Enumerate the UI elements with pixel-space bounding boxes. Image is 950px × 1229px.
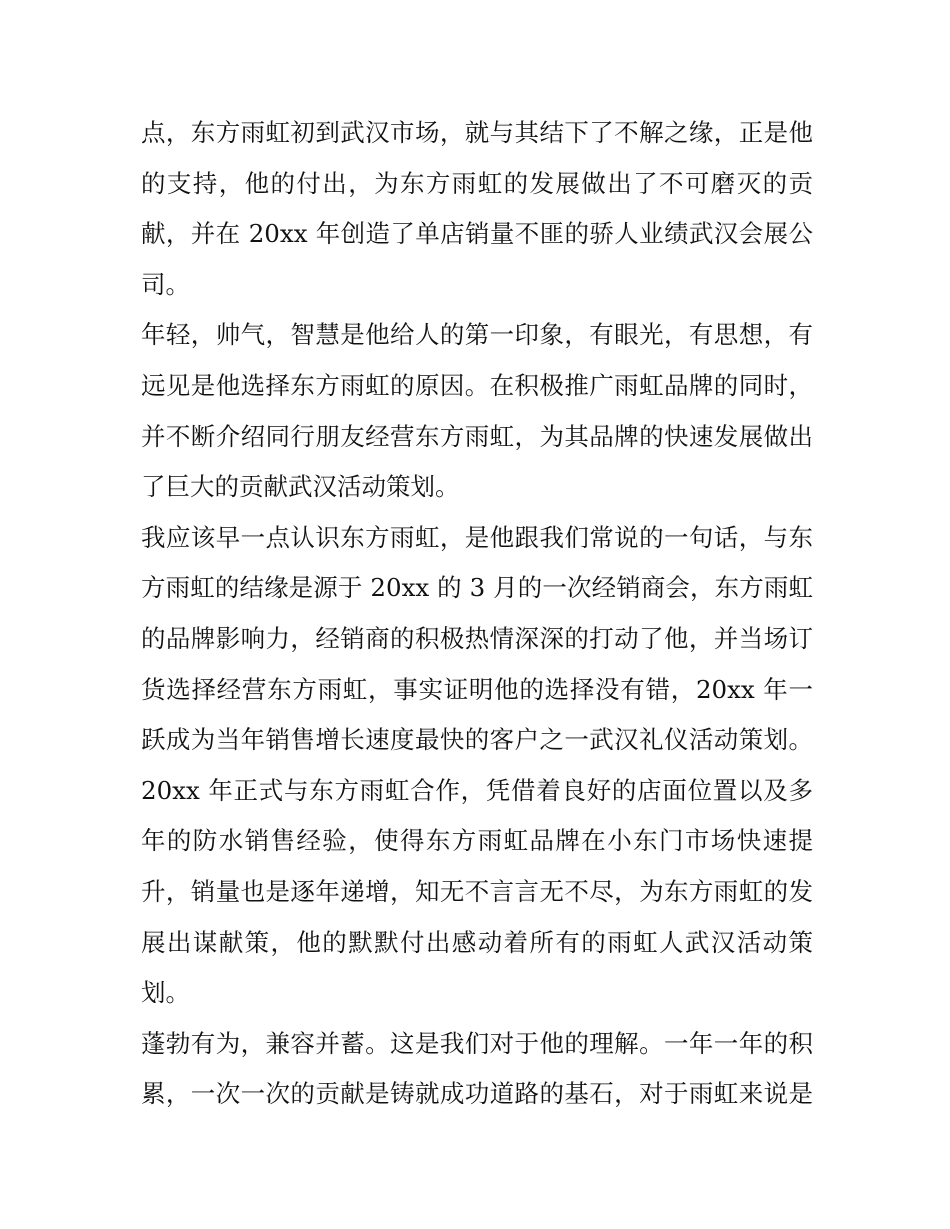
text-line: 我应该早一点认识东方雨虹，是他跟我们常说的一句话，与东 xyxy=(141,522,813,552)
text-line: 司。 xyxy=(141,269,190,299)
text-line: 累，一次一次的贡献是铸就成功道路的基石，对于雨虹来说是 xyxy=(141,1079,813,1109)
text-line: 展出谋献策，他的默默付出感动着所有的雨虹人武汉活动策 xyxy=(141,927,813,957)
text-line: 货选择经营东方雨虹，事实证明他的选择没有错，20xx 年一 xyxy=(141,674,813,704)
text-line: 献，并在 20xx 年创造了单店销量不匪的骄人业绩武汉会展公 xyxy=(141,219,813,249)
text-line: 升，销量也是逐年递增，知无不言言无不尽，为东方雨虹的发 xyxy=(141,876,813,906)
text-line: 并不断介绍同行朋友经营东方雨虹，为其品牌的快速发展做出 xyxy=(141,421,813,451)
text-line: 蓬勃有为，兼容并蓄。这是我们对于他的理解。一年一年的积 xyxy=(141,1028,813,1058)
body-text xyxy=(141,108,813,1120)
text-line: 跃成为当年销售增长速度最快的客户之一武汉礼仪活动策划。 xyxy=(141,725,813,755)
text-line: 远见是他选择东方雨虹的原因。在积极推广雨虹品牌的同时， xyxy=(141,370,813,400)
text-line: 点，东方雨虹初到武汉市场，就与其结下了不解之缘，正是他 xyxy=(141,118,813,147)
text-line: 方雨虹的结缘是源于 20xx 的 3 月的一次经销商会，东方雨虹 xyxy=(141,573,813,603)
text-line: 20xx 年正式与东方雨虹合作，凭借着良好的店面位置以及多 xyxy=(141,775,813,805)
text-line: 的品牌影响力，经销商的积极热情深深的打动了他，并当场订 xyxy=(141,623,813,653)
text-line: 了巨大的贡献武汉活动策划。 xyxy=(141,472,460,502)
text-line: 的支持，他的付出，为东方雨虹的发展做出了不可磨灭的贡 xyxy=(141,168,813,198)
text-line: 划。 xyxy=(141,978,190,1008)
text-line: 年的防水销售经验，使得东方雨虹品牌在小东门市场快速提 xyxy=(141,826,813,856)
text-line: 年轻，帅气，智慧是他给人的第一印象，有眼光，有思想，有 xyxy=(141,320,813,350)
